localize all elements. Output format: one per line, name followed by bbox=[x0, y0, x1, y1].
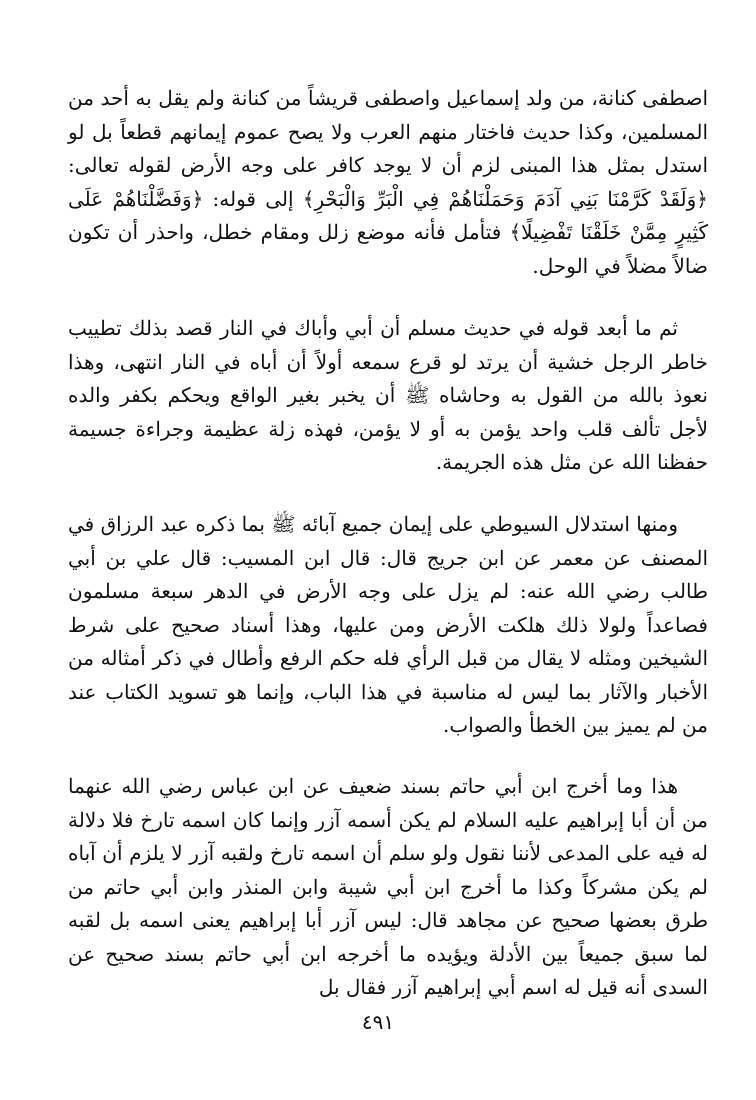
paragraph-3-text: ومنها استدلال السيوطي على إيمان جميع آبائه ﷺ بما ذكره عبد الرزاق في المصنف عن معمر عن ابن جريج قال: قال ابن المسيب: قال علي بن أبي طالب رضي الله عنه: لم يزل على وجه الأرض في الدهر سبعة مسلمون فصاعداً ولولا ذلك هلكت الأرض ومن عليها، وهذا أسناد صحيح على شرط الشيخين ومثله لا يقال من قبل الرأي فله حكم الرفع وأطال في ذكر أمثاله من الأخبار والآثار بما ليس له مناسبة في هذا الباب، وإنما هو تسويد الكتاب عند من لم يميز بين الخطأ والصواب. bbox=[68, 512, 708, 737]
paragraph-4-text: هذا وما أخرج ابن أبي حاتم بسند ضعيف عن ابن عباس رضي الله عنهما من أن أبا إبراهيم عليه السلام لم يكن أسمه آزر وإنما كان اسمه تارخ فلا دلالة له فيه على المدعى لأننا نقول ولو سلم أن اسمه تارخ ولقبه آزر لا يلزم أن آباه لم يكن مشركاً وكذا ما أخرج ابن أبي شيبة وابن المنذر وابن أبي حاتم من طرق بعضها صحيح عن مجاهد قال: ليس آزر أبا إبراهيم يعنى اسمه بل لقبه لما سبق جميعاً بين الأدلة ويؤيده ما أخرجه ابن أبي حاتم بسند صحيح عن السدى أنه قيل له اسم أبي إبراهيم آزر فقال بل bbox=[68, 774, 708, 999]
paragraph-2 bbox=[68, 312, 708, 480]
paragraph-3 bbox=[68, 508, 708, 743]
paragraph-1 bbox=[68, 82, 708, 283]
paragraph-1-text: اصطفى كنانة، من ولد إسماعيل واصطفى قريشاً من كنانة ولم يقل به أحد من المسلمين، وكذا حديث فاختار منهم العرب ولا يصح عموم إيمانهم قطعاً بل لو استدل بمثل هذا المبنى لزم أن لا يوجد كافر على وجه الأرض لقوله تعالى: ﴿وَلَقَدْ كَرَّمْنَا بَنِي آدَمَ وَحَمَلْنَاهُمْ فِي الْبَرِّ وَالْبَحْرِ﴾ إلى قوله: ﴿وَفَضَّلْنَاهُمْ عَلَى كَثِيرٍ مِمَّنْ خَلَقْنَا تَفْضِيلًا﴾ فتأمل فأنه موضع زلل ومقام خطل، واحذر أن تكون ضالاً مضلاً في الوحل. bbox=[68, 86, 708, 278]
paragraph-4 bbox=[68, 770, 708, 1005]
paragraph-2-text: ثم ما أبعد قوله في حديث مسلم أن أبي وأباك في النار قصد بذلك تطييب خاطر الرجل خشية أن يرتد لو قرع سمعه أولاً أن أباه في النار انتهى، وهذا نعوذ بالله من القول به وحاشاه ﷺ أن يخبر بغير الواقع ويحكم بكفر والده لأجل تألف قلب واحد يؤمن به أو لا يؤمن، فهذه زلة عظيمة وجراءة جسيمة حفظنا الله عن مثل هذه الجريمة. bbox=[68, 316, 708, 474]
page-number: ٤٩١ bbox=[361, 1010, 395, 1034]
